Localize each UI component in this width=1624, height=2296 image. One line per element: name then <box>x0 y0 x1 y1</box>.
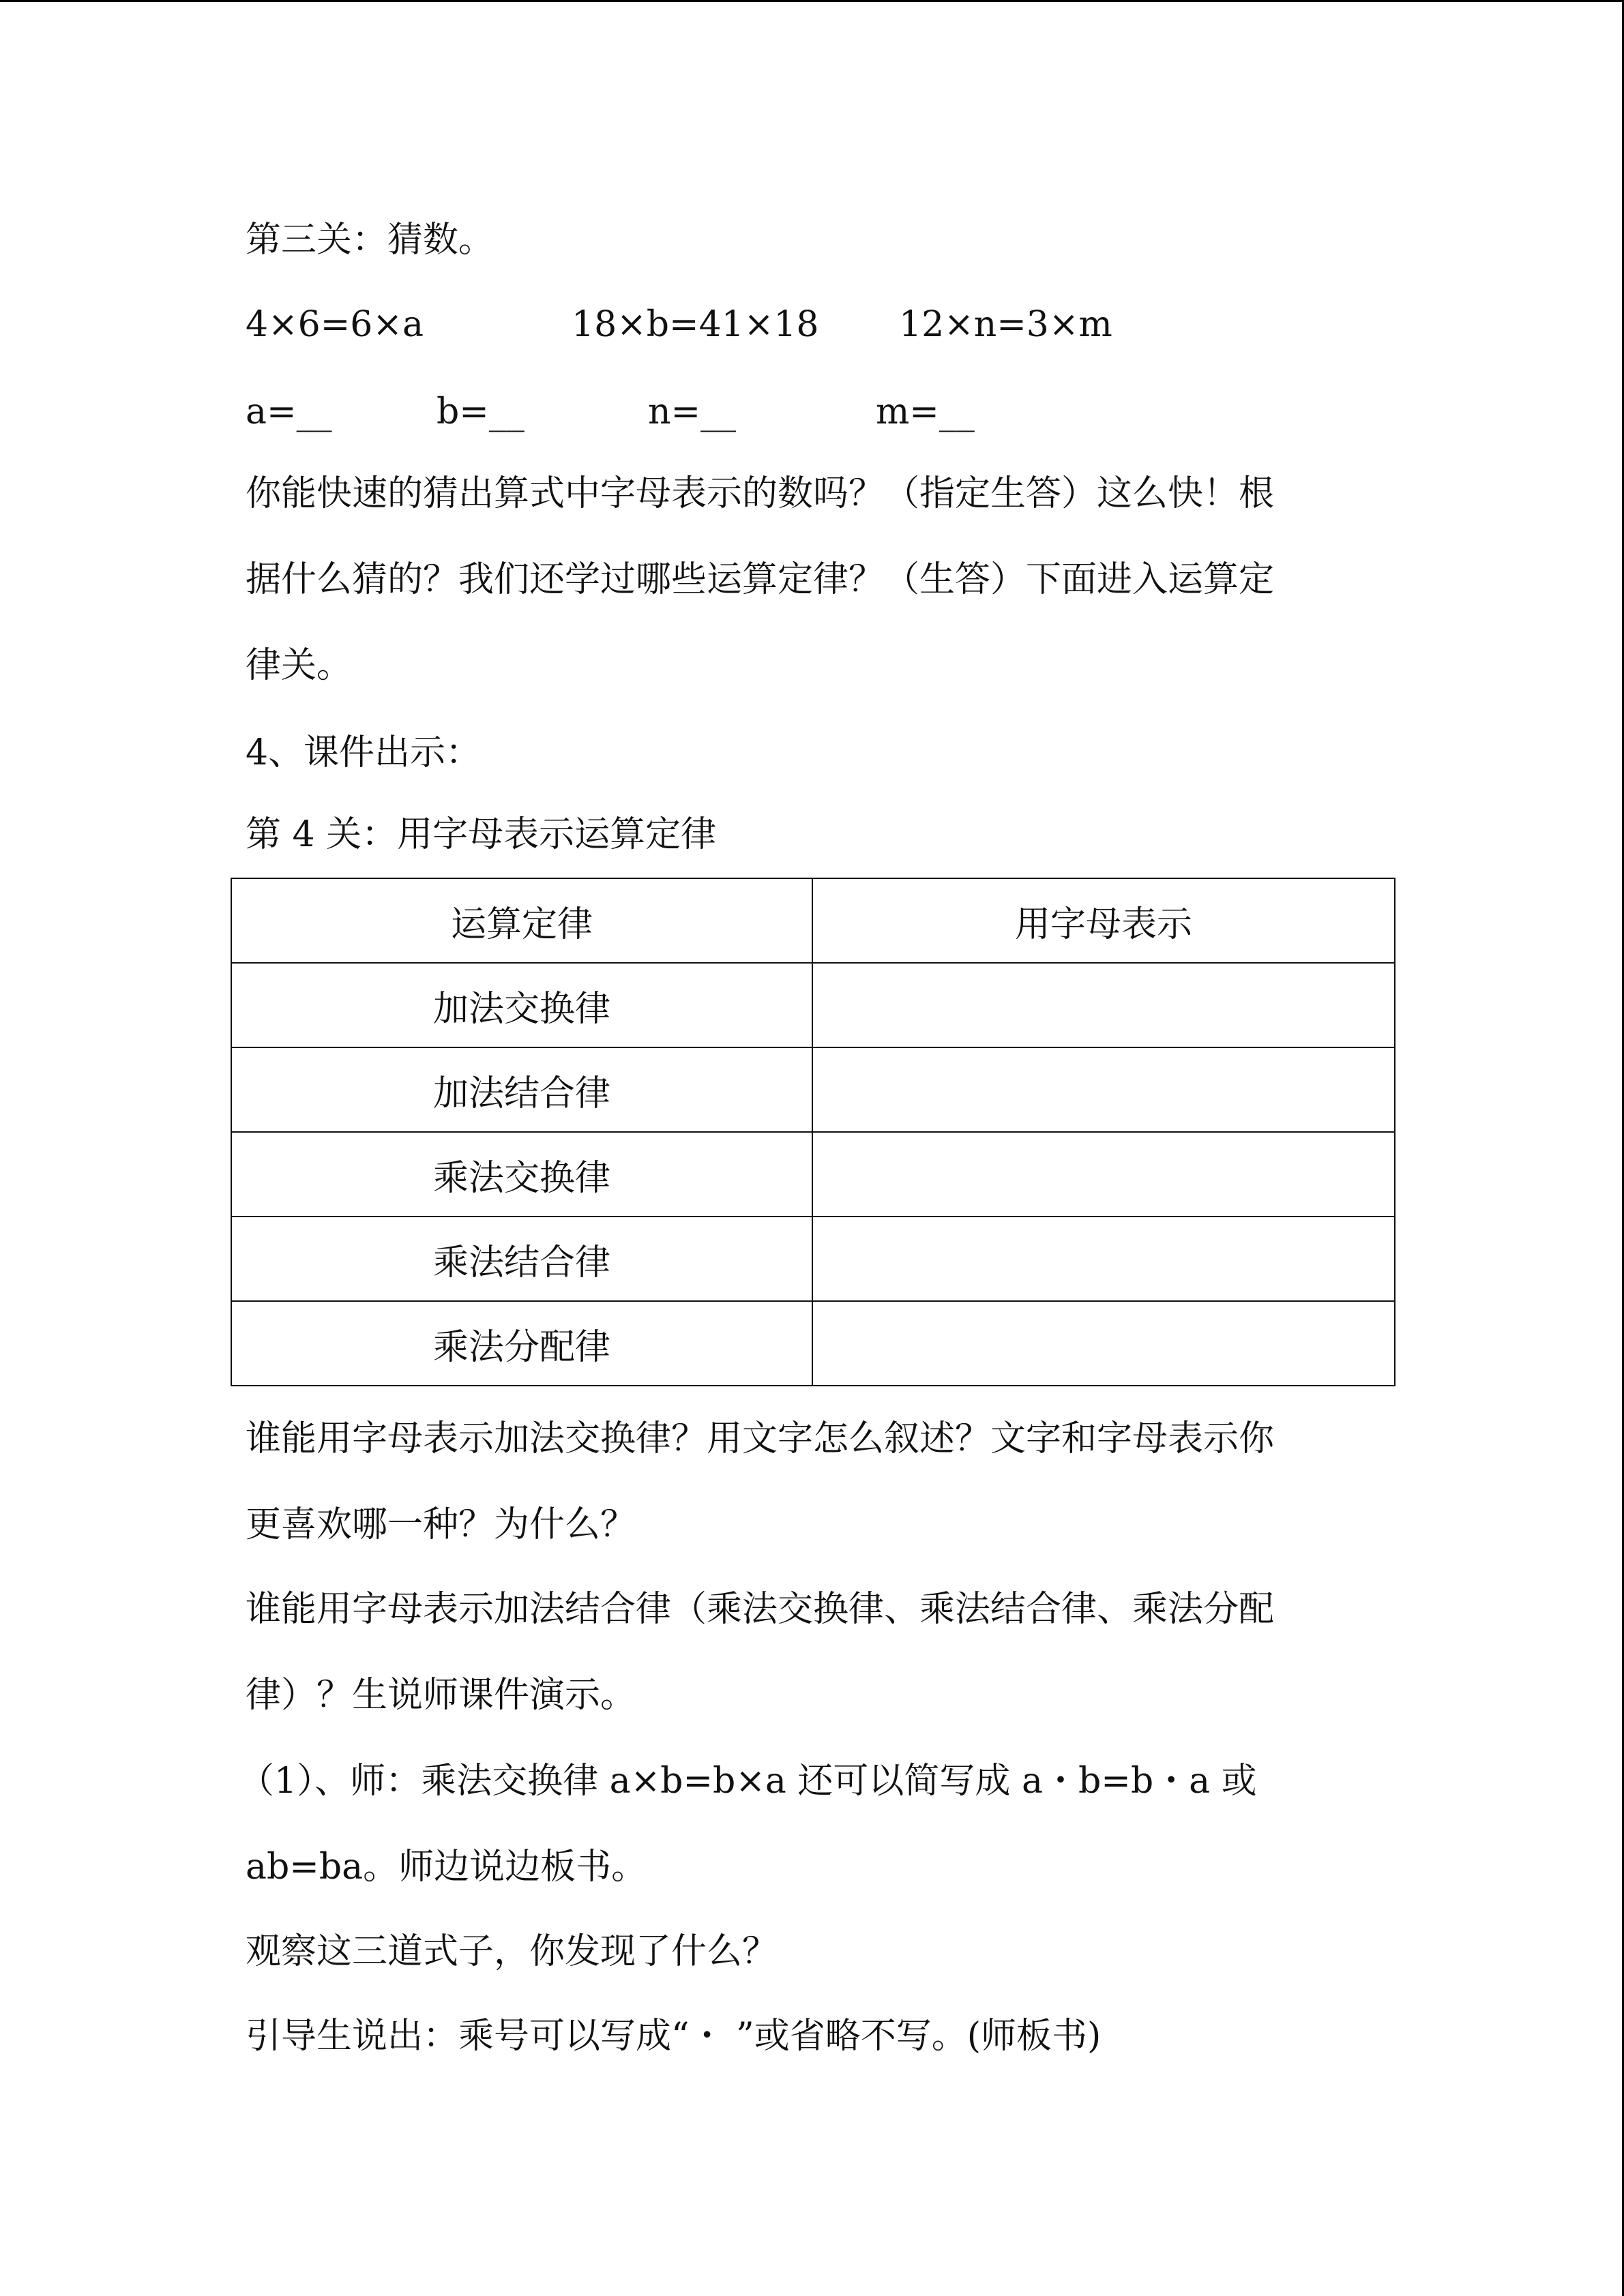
paragraph-line: 谁能用字母表示加法交换律？用文字怎么叙述？文字和字母表示你 <box>246 1418 1275 1459</box>
table-row <box>231 1132 1395 1217</box>
law-expression-cell <box>812 1301 1395 1386</box>
paragraph-line: 观察这三道式子，你发现了什么？ <box>246 1931 778 1972</box>
paragraph-line: （1）、师：乘法交换律 a×b=b×a 还可以简写成 a・b=b・a 或 <box>239 1761 1257 1802</box>
page-border-top <box>0 0 1624 2</box>
table-row <box>231 1217 1395 1301</box>
paragraph-line: 引导生说出：乘号可以写成“・ ”或省略不写。(师板书) <box>246 2016 1102 2057</box>
paragraph-line: 律关。 <box>246 645 353 686</box>
equation-3: 12×n=3×m <box>899 304 1112 345</box>
table-row <box>231 1047 1395 1132</box>
law-name: 加法结合律 <box>231 1047 812 1132</box>
blank-a: a=__ <box>246 391 332 432</box>
blank-m: m=__ <box>876 391 975 432</box>
blank-b: b=__ <box>437 391 525 432</box>
law-expression-cell <box>812 963 1395 1047</box>
law-name: 乘法分配律 <box>231 1301 812 1386</box>
law-name: 加法交换律 <box>231 963 812 1047</box>
table-row <box>231 963 1395 1047</box>
law-expression-cell <box>812 1132 1395 1217</box>
level4-title: 第 4 关：用字母表示运算定律 <box>246 814 717 855</box>
operation-laws-table <box>231 878 1396 1386</box>
table-row <box>231 1301 1395 1386</box>
paragraph-line: 更喜欢哪一种？为什么？ <box>246 1504 636 1545</box>
law-expression-cell <box>812 1217 1395 1301</box>
step-4-heading: 4、课件出示： <box>246 732 482 773</box>
paragraph-line: 你能快速的猜出算式中字母表示的数吗？（指定生答）这么快！根 <box>246 473 1275 514</box>
law-name: 乘法交换律 <box>231 1132 812 1217</box>
level3-title: 第三关：猜数。 <box>246 220 494 260</box>
blank-n: n=__ <box>648 391 737 432</box>
header-letter-expression: 用字母表示 <box>812 878 1395 963</box>
equation-1: 4×6=6×a <box>246 304 424 345</box>
table-header-row <box>231 878 1395 963</box>
law-expression-cell <box>812 1047 1395 1132</box>
paragraph-line: ab=ba。师边说边板书。 <box>246 1847 647 1888</box>
equation-2: 18×b=41×18 <box>572 304 819 345</box>
paragraph-line: 谁能用字母表示加法结合律（乘法交换律、乘法结合律、乘法分配 <box>246 1589 1275 1630</box>
law-name: 乘法结合律 <box>231 1217 812 1301</box>
paragraph-line: 据什么猜的？我们还学过哪些运算定律？（生答）下面进入运算定 <box>246 559 1275 600</box>
header-law: 运算定律 <box>231 878 812 963</box>
paragraph-line: 律）？生说师课件演示。 <box>246 1675 636 1716</box>
